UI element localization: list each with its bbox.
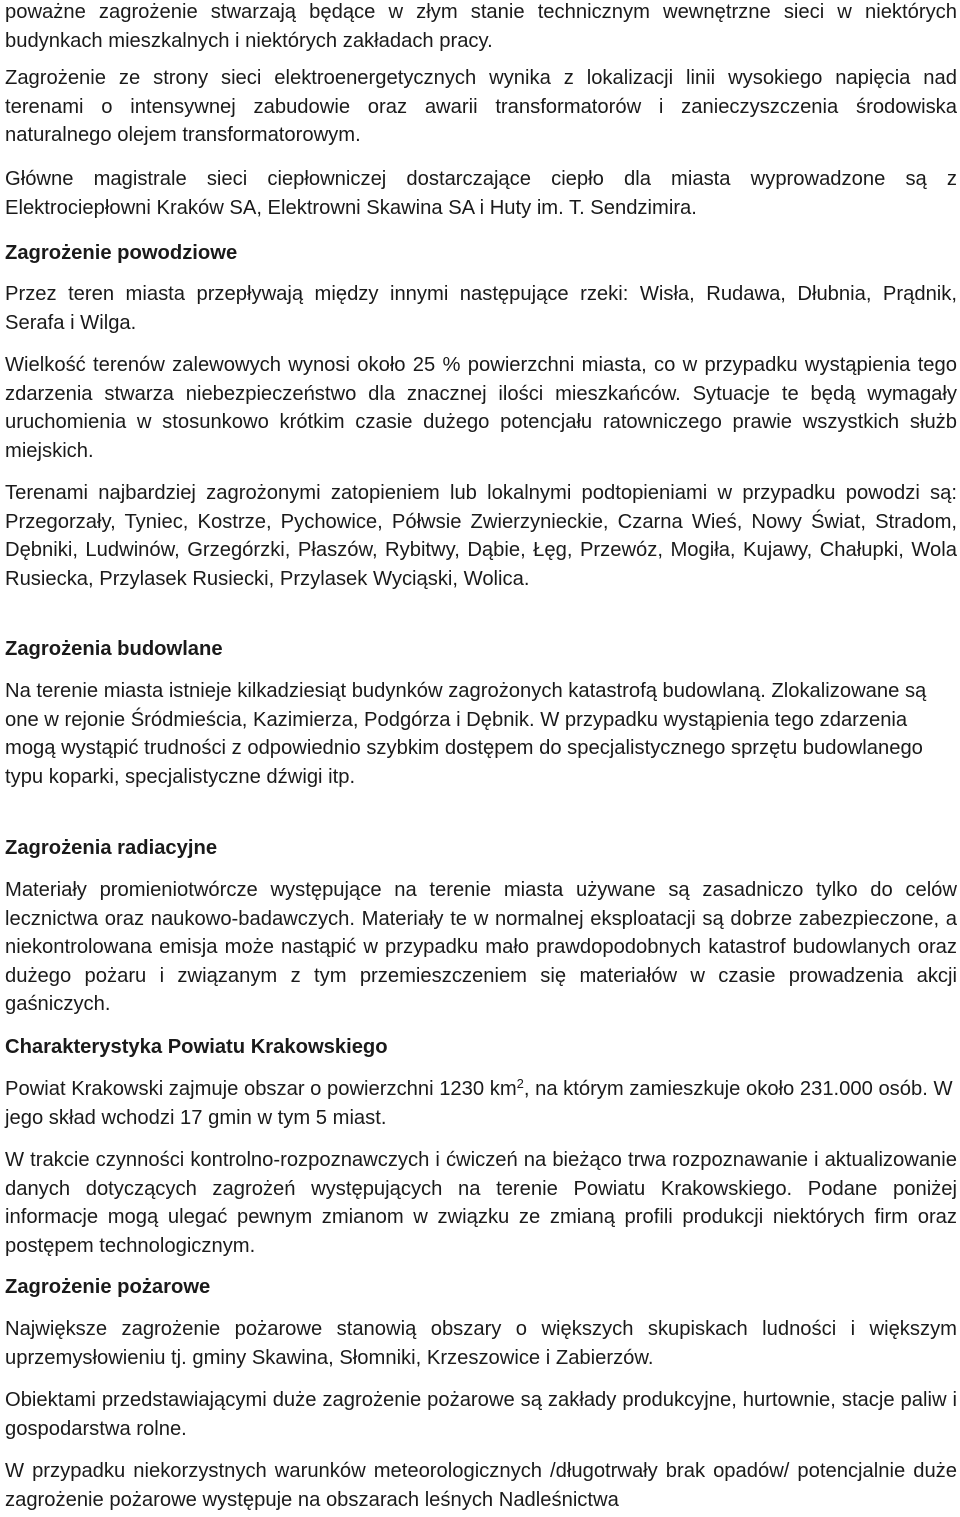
square-superscript: 2 — [516, 1076, 524, 1091]
heading-fire-hazard: Zagrożenie pożarowe — [5, 1276, 211, 1298]
paragraph-county-area — [5, 1075, 957, 1132]
heading-radiation-hazard: Zagrożenia radiacyjne — [5, 837, 218, 859]
paragraph-rivers: Przez teren miasta przepływają między innymi następujące rzeki: Wisła, Rudawa, Dłubnia, Prądnik, Serafa i Wilga. — [5, 283, 957, 334]
county-area-text: Powiat Krakowski zajmuje obszar o powierzchni 1230 km — [5, 1078, 517, 1100]
paragraph-power-grid: Zagrożenie ze strony sieci elektroenergetycznych wynika z lokalizacji linii wysokiego napięcia nad terenami o intensywnej zabudowie oraz awarii transformatorów i zanieczyszczenia środowiska naturalnego olejem transformatorowym. — [5, 67, 957, 146]
paragraph-heating-network: Główne magistrale sieci ciepłowniczej dostarczające ciepło dla miasta wyprowadzone są z Elektrociepłowni Kraków SA, Elektrowni Skawina SA i Huty im. T. Sendzimira. — [5, 168, 957, 219]
paragraph-inspections: W trakcie czynności kontrolno-rozpoznawczych i ćwiczeń na bieżąco trwa rozpoznawanie i aktualizowanie danych dotyczących zagrożeń występujących na terenie Powiatu Krakowskiego. Podane poniżej informacje mogą ulegać pewnym zmianom w związku ze zmianą profili produkcji niektórych firm oraz postępem technologicznym. — [5, 1149, 957, 1257]
paragraph-radioactive-materials: Materiały promieniotwórcze występujące na terenie miasta używane są zasadniczo tylko do celów lecznictwa oraz naukowo-badawczych. Materiały te w normalnej eksploatacji są dobrze zabezpieczone, a niekontrolowana emisja może nastąpić w przypadku mało prawdopodobnych katastrof budowlanych oraz dużego pożaru i związanym z tym przemieszczeniem się materiałów w czasie prowadzenia akcji gaśniczych. — [5, 879, 957, 1015]
paragraph-flood-districts: Terenami najbardziej zagrożonymi zatopieniem lub lokalnymi podtopieniami w przypadku powodzi są: Przegorzały, Tyniec, Kostrze, Pychowice, Półwsie Zwierzynieckie, Czarna Wieś, Nowy Świat, Stradom, Dębniki, Ludwinów, Grzegórzki, Płaszów, Rybitwy, Dąbie, Łęg, Przewóz, Mogiła, Kujawy, Chałupki, Wola Rusiecka, Przylasek Rusiecki, Przylasek Wyciąski, Wolica. — [5, 482, 957, 590]
paragraph-forest-fire: W przypadku niekorzystnych warunków meteorologicznych /długotrwały brak opadów/ potencjalnie duże zagrożenie pożarowe występuje na obszarach leśnych Nadleśnictwa — [5, 1460, 957, 1511]
paragraph-internal-networks: poważne zagrożenie stwarzają będące w złym stanie technicznym wewnętrzne sieci w niektórych budynkach mieszkalnych i niektórych zakładach pracy. — [5, 1, 957, 52]
heading-krakow-county: Charakterystyka Powiatu Krakowskiego — [5, 1036, 388, 1058]
paragraph-fire-areas: Największe zagrożenie pożarowe stanowią obszary o większych skupiskach ludności i większym uprzemysłowieniu tj. gminy Skawina, Słomniki, Krzeszowice i Zabierzów. — [5, 1318, 957, 1369]
county-population-text: , na którym zamieszkuje około 231.000 osób. W jego skład wchodzi 17 gmin w tym 5 miast. — [5, 1078, 953, 1129]
paragraph-fire-objects: Obiektami przedstawiającymi duże zagrożenie pożarowe są zakłady produkcyjne, hurtownie, stacje paliw i gospodarstwa rolne. — [5, 1389, 957, 1440]
paragraph-buildings: Na terenie miasta istnieje kilkadziesiąt budynków zagrożonych katastrofą budowlaną. Zlokalizowane są one w rejonie Śródmieścia, Kazimierza, Podgórza i Dębnik. W przypadku wystąpienia tego zdarzenia mogą wystąpić trudności z odpowiednio szybkim dostępem do specjalistycznego sprzętu budowlanego typu koparki, specjalistyczne dźwigi itp. — [5, 680, 927, 788]
heading-flood-hazard: Zagrożenie powodziowe — [5, 242, 238, 264]
heading-construction-hazard: Zagrożenia budowlane — [5, 638, 223, 660]
paragraph-flood-areas: Wielkość terenów zalewowych wynosi około 25 % powierzchni miasta, co w przypadku wystąpienia tego zdarzenia stwarza niebezpieczeństwo dla znacznej ilości mieszkańców. Sytuacje te będą wymagały uruchomienia w stosunkowo krótkim czasie dużego potencjału ratowniczego prawie wszystkich służb miejskich. — [5, 354, 957, 462]
